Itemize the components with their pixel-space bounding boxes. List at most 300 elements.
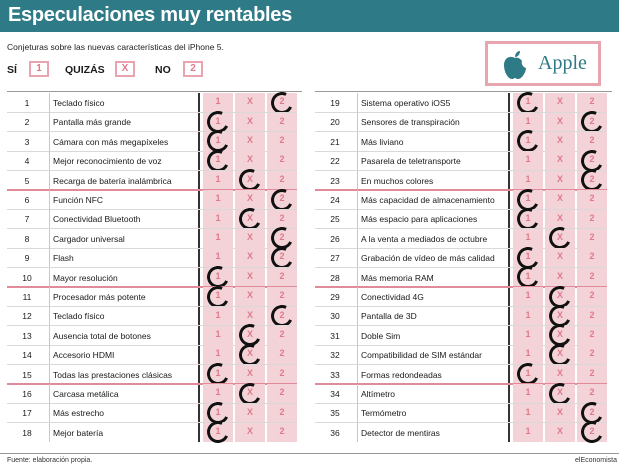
cell-separator xyxy=(49,423,50,442)
row-label: Más memoria RAM xyxy=(361,272,434,283)
option-symbol: 2 xyxy=(279,367,285,378)
option-symbol: 1 xyxy=(215,212,221,223)
option-cell xyxy=(235,190,265,209)
table-row xyxy=(7,190,198,209)
option-cell xyxy=(203,384,233,403)
option-symbol: X xyxy=(556,290,563,301)
option-cell xyxy=(267,132,297,151)
row-number: 15 xyxy=(22,369,32,380)
option-symbol: X xyxy=(246,96,253,107)
option-symbol: X xyxy=(246,135,253,145)
row-number: 13 xyxy=(22,330,32,341)
option-symbol: 2 xyxy=(279,290,285,301)
table-row xyxy=(315,403,508,422)
subtitle: Conjeturas sobre las nuevas características del iPhone 5. xyxy=(7,42,224,52)
cell-separator xyxy=(49,209,50,228)
option-symbol: X xyxy=(246,115,253,126)
row-number: 9 xyxy=(24,253,30,264)
option-symbol: X xyxy=(246,251,253,262)
option-cell xyxy=(545,268,575,287)
option-symbol: X xyxy=(556,329,563,339)
option-cell xyxy=(513,307,543,326)
row-label: Mayor resolución xyxy=(53,272,118,283)
option-cell xyxy=(577,268,607,287)
option-cell xyxy=(577,365,607,384)
row-number: 11 xyxy=(22,292,32,302)
option-cell xyxy=(577,229,607,248)
option-symbol: X xyxy=(246,406,253,417)
cell-separator xyxy=(49,151,50,170)
row-number: 14 xyxy=(22,350,32,361)
table-row xyxy=(7,171,198,190)
table-row xyxy=(315,151,508,170)
divider-right xyxy=(315,91,612,92)
option-symbol: X xyxy=(246,309,253,320)
table-row xyxy=(7,268,198,287)
option-symbol: X xyxy=(246,270,253,281)
cell-separator xyxy=(357,326,358,345)
option-symbol: X xyxy=(556,367,563,378)
row-label: Termómetro xyxy=(361,408,407,419)
legend-box-no: 2 xyxy=(183,61,203,77)
option-symbol: X xyxy=(556,309,563,320)
option-symbol: 2 xyxy=(589,115,595,126)
option-symbol: 2 xyxy=(589,309,595,320)
row-label: En muchos colores xyxy=(361,175,434,186)
option-symbol: 1 xyxy=(525,96,531,107)
row-number: 6 xyxy=(24,195,30,205)
option-cell xyxy=(513,287,543,306)
legend-label-no: NO xyxy=(155,64,171,76)
table-row xyxy=(7,326,198,345)
option-symbol: 2 xyxy=(589,387,595,398)
option-symbol: 1 xyxy=(215,290,221,301)
option-cell xyxy=(513,171,543,190)
row-number: 34 xyxy=(330,389,340,399)
row-number: 2 xyxy=(24,117,30,128)
option-symbol: 2 xyxy=(279,309,285,320)
row-number: 32 xyxy=(330,350,340,361)
option-cell xyxy=(203,171,233,190)
table-row xyxy=(315,268,508,287)
row-number: 23 xyxy=(330,175,340,186)
title-bar xyxy=(0,0,619,32)
option-cell xyxy=(203,229,233,248)
option-cell xyxy=(203,248,233,267)
option-cell xyxy=(577,384,607,403)
option-symbol: X xyxy=(246,193,253,204)
row-number: 12 xyxy=(22,311,32,322)
row-number: 8 xyxy=(24,233,30,244)
row-label: Mejor reconocimiento de voz xyxy=(53,156,162,167)
cell-separator xyxy=(49,365,50,384)
option-symbol: 2 xyxy=(589,135,595,145)
option-cell xyxy=(545,404,575,423)
table-row xyxy=(7,365,198,384)
table-row xyxy=(315,112,508,131)
option-symbol: 2 xyxy=(279,135,285,145)
option-symbol: 2 xyxy=(589,329,595,339)
apple-logo-icon xyxy=(502,50,528,80)
table-row xyxy=(315,423,508,442)
table-row xyxy=(315,248,508,267)
row-label: Accesorio HDMI xyxy=(53,350,115,361)
row-number: 35 xyxy=(330,408,340,419)
option-cell xyxy=(267,171,297,190)
row-number: 22 xyxy=(330,156,340,167)
table-row xyxy=(7,403,198,422)
option-cell xyxy=(235,93,265,112)
option-symbol: 2 xyxy=(589,232,595,242)
option-symbol: X xyxy=(556,426,563,436)
cell-separator xyxy=(49,326,50,345)
table-row xyxy=(7,423,198,442)
footer-divider xyxy=(0,453,619,454)
table-row xyxy=(7,151,198,170)
option-cell xyxy=(545,93,575,112)
table-row xyxy=(7,209,198,228)
option-symbol: X xyxy=(556,135,563,145)
option-symbol: 2 xyxy=(589,348,595,359)
option-cell xyxy=(267,404,297,423)
option-symbol: 1 xyxy=(525,387,531,398)
option-symbol: 1 xyxy=(215,406,221,417)
row-label: Pantalla más grande xyxy=(53,117,131,128)
option-symbol: X xyxy=(246,173,253,184)
row-label: Pasarela de teletransporte xyxy=(361,156,461,167)
option-symbol: 1 xyxy=(525,348,531,359)
row-number: 5 xyxy=(24,175,30,186)
row-label: Formas redondeadas xyxy=(361,369,442,380)
row-number: 27 xyxy=(330,253,340,264)
row-label: Pantalla de 3D xyxy=(361,311,417,322)
option-cell xyxy=(203,345,233,364)
option-symbol: 2 xyxy=(279,193,285,204)
cell-separator xyxy=(49,268,50,287)
option-cell xyxy=(513,404,543,423)
features-table-left xyxy=(7,93,302,443)
option-symbol: X xyxy=(556,232,563,242)
row-label: Procesador más potente xyxy=(53,292,146,302)
divider-left xyxy=(7,91,302,92)
table-row xyxy=(315,190,508,209)
cell-separator xyxy=(357,93,358,112)
table-row xyxy=(7,384,198,403)
option-symbol: X xyxy=(556,406,563,417)
cell-separator xyxy=(49,229,50,248)
option-cell xyxy=(235,404,265,423)
option-symbol: 2 xyxy=(589,290,595,301)
option-cell xyxy=(235,229,265,248)
option-cell xyxy=(577,132,607,151)
option-symbol: X xyxy=(246,426,253,436)
option-symbol: X xyxy=(556,387,563,398)
option-symbol: X xyxy=(556,348,563,359)
row-label: Ausencia total de botones xyxy=(53,330,151,341)
option-cell xyxy=(203,190,233,209)
table-row xyxy=(315,345,508,364)
option-symbol: 1 xyxy=(215,367,221,378)
option-symbol: 2 xyxy=(279,232,285,242)
row-number: 28 xyxy=(330,272,340,283)
option-symbol: 2 xyxy=(589,96,595,107)
option-symbol: 1 xyxy=(215,309,221,320)
option-cell xyxy=(545,171,575,190)
apple-name: Apple xyxy=(538,52,587,74)
cell-separator xyxy=(49,384,50,403)
table-row xyxy=(315,326,508,345)
cell-separator xyxy=(49,248,50,267)
table-row xyxy=(315,93,508,112)
option-symbol: X xyxy=(556,212,563,223)
option-cell xyxy=(545,248,575,267)
option-cell xyxy=(513,229,543,248)
row-label: Flash xyxy=(53,253,74,264)
option-symbol: 1 xyxy=(525,232,531,242)
option-symbol: X xyxy=(246,290,253,301)
option-symbol: 1 xyxy=(525,154,531,165)
option-cell xyxy=(577,248,607,267)
option-symbol: 2 xyxy=(589,212,595,223)
option-cell xyxy=(513,326,543,345)
cell-separator xyxy=(49,132,50,151)
option-symbol: X xyxy=(246,232,253,242)
cell-separator xyxy=(49,345,50,364)
option-cell xyxy=(267,384,297,403)
table-row xyxy=(315,365,508,384)
option-cell xyxy=(577,326,607,345)
option-symbol: 2 xyxy=(279,426,285,436)
option-cell xyxy=(203,307,233,326)
option-symbol: 2 xyxy=(589,251,595,262)
row-label: Cargador universal xyxy=(53,233,125,244)
row-number: 29 xyxy=(330,292,340,302)
table-row xyxy=(7,345,198,364)
option-symbol: 2 xyxy=(279,212,285,223)
option-cell xyxy=(235,151,265,170)
cell-separator xyxy=(357,229,358,248)
option-symbol: 1 xyxy=(215,270,221,281)
option-symbol: 1 xyxy=(525,193,531,204)
option-symbol: 1 xyxy=(215,193,221,204)
cell-separator xyxy=(357,190,358,209)
option-symbol: 1 xyxy=(215,135,221,145)
option-symbol: X xyxy=(246,154,253,165)
option-symbol: 1 xyxy=(525,290,531,301)
page-title: Especulaciones muy rentables xyxy=(8,4,292,26)
option-cell xyxy=(513,384,543,403)
option-cell xyxy=(203,93,233,112)
option-symbol: X xyxy=(556,193,563,204)
option-symbol: 1 xyxy=(525,406,531,417)
table-row xyxy=(315,229,508,248)
legend-label-quizas: QUIZÁS xyxy=(65,64,105,76)
table-row xyxy=(7,287,198,306)
option-cell xyxy=(577,287,607,306)
source-note: Fuente: elaboración propia. xyxy=(7,457,93,464)
row-label: A la venta a mediados de octubre xyxy=(361,233,488,244)
legend-label-si: SÍ xyxy=(7,64,17,76)
cell-separator xyxy=(357,365,358,384)
option-symbol: 1 xyxy=(215,173,221,184)
option-symbol: 1 xyxy=(215,387,221,398)
row-label: Altímetro xyxy=(361,389,396,399)
option-cell xyxy=(545,365,575,384)
cell-separator xyxy=(357,248,358,267)
cell-separator xyxy=(49,403,50,422)
table-row xyxy=(315,209,508,228)
option-cell xyxy=(267,268,297,287)
row-number: 1 xyxy=(24,98,30,108)
row-label: Conectividad Bluetooth xyxy=(53,214,141,225)
option-cell xyxy=(267,326,297,345)
cell-separator xyxy=(49,287,50,306)
row-number: 10 xyxy=(22,272,32,283)
option-symbol: 1 xyxy=(215,232,221,242)
option-cell xyxy=(235,132,265,151)
option-symbol: 2 xyxy=(589,406,595,417)
option-symbol: 2 xyxy=(279,406,285,417)
option-cell xyxy=(235,268,265,287)
option-symbol: 2 xyxy=(279,270,285,281)
row-number: 17 xyxy=(22,408,32,419)
option-symbol: X xyxy=(556,251,563,262)
table-row xyxy=(7,248,198,267)
option-cell xyxy=(577,190,607,209)
cell-separator xyxy=(49,306,50,325)
option-symbol: X xyxy=(246,367,253,378)
option-symbol: 2 xyxy=(279,115,285,126)
option-symbol: 2 xyxy=(589,154,595,165)
option-symbol: 2 xyxy=(279,96,285,107)
cell-separator xyxy=(49,93,50,112)
option-symbol: 2 xyxy=(589,426,595,436)
option-symbol: 2 xyxy=(589,193,595,204)
option-cell xyxy=(545,190,575,209)
option-symbol: X xyxy=(556,154,563,165)
row-label: Sensores de transpiración xyxy=(361,117,460,128)
row-label: Detector de mentiras xyxy=(361,427,440,438)
option-symbol: 2 xyxy=(589,367,595,378)
cell-separator xyxy=(357,171,358,190)
row-label: Conectividad 4G xyxy=(361,292,424,302)
option-symbol: 1 xyxy=(215,115,221,126)
row-label: Más liviano xyxy=(361,136,404,147)
row-number: 4 xyxy=(24,156,30,167)
option-cell xyxy=(203,210,233,229)
table-row xyxy=(315,306,508,325)
option-cell xyxy=(513,423,543,442)
option-symbol: 1 xyxy=(215,348,221,359)
option-cell xyxy=(267,365,297,384)
cell-separator xyxy=(357,403,358,422)
cell-separator xyxy=(357,268,358,287)
option-cell xyxy=(513,345,543,364)
row-number: 30 xyxy=(330,311,340,322)
row-number: 24 xyxy=(330,195,340,205)
row-number: 3 xyxy=(24,136,30,147)
option-symbol: X xyxy=(246,329,253,339)
option-symbol: 1 xyxy=(525,270,531,281)
row-label: Más capacidad de almacenamiento xyxy=(361,195,495,205)
cell-separator xyxy=(49,171,50,190)
row-number: 20 xyxy=(330,117,340,128)
cell-separator xyxy=(357,151,358,170)
row-label: Más estrecho xyxy=(53,408,105,419)
row-number: 31 xyxy=(330,330,340,341)
option-cell xyxy=(267,113,297,132)
row-label: Compatibilidad de SIM estándar xyxy=(361,350,482,361)
table-row xyxy=(7,132,198,151)
option-symbol: 2 xyxy=(279,154,285,165)
row-label: Mejor batería xyxy=(53,427,104,438)
table-row xyxy=(7,93,198,112)
option-cell xyxy=(577,345,607,364)
cell-separator xyxy=(49,190,50,209)
apple-brand-box xyxy=(485,41,601,86)
option-symbol: X xyxy=(556,115,563,126)
option-symbol: 1 xyxy=(525,135,531,145)
option-symbol: 1 xyxy=(215,251,221,262)
option-symbol: X xyxy=(556,270,563,281)
table-row xyxy=(315,384,508,403)
row-number: 19 xyxy=(330,98,340,108)
option-symbol: 1 xyxy=(525,426,531,436)
cell-separator xyxy=(357,384,358,403)
row-label: Grabación de vídeo de más calidad xyxy=(361,253,495,264)
cell-separator xyxy=(357,287,358,306)
option-cell xyxy=(267,423,297,442)
row-label: Todas las prestaciones clásicas xyxy=(53,369,173,380)
row-label: Más espacio para aplicaciones xyxy=(361,214,478,225)
cell-separator xyxy=(357,423,358,442)
row-label: Carcasa metálica xyxy=(53,389,119,399)
option-cell xyxy=(203,326,233,345)
option-symbol: 2 xyxy=(279,348,285,359)
table-row xyxy=(7,229,198,248)
option-cell xyxy=(267,151,297,170)
option-cell xyxy=(235,365,265,384)
row-label: Cámara con más megapíxeles xyxy=(53,136,169,147)
cell-separator xyxy=(357,345,358,364)
option-cell xyxy=(235,423,265,442)
option-symbol: 1 xyxy=(525,329,531,339)
row-number: 7 xyxy=(24,214,30,225)
option-symbol: X xyxy=(246,348,253,359)
cell-separator xyxy=(357,112,358,131)
table-row xyxy=(315,287,508,306)
option-cell xyxy=(513,151,543,170)
option-symbol: 1 xyxy=(215,426,221,436)
legend xyxy=(7,61,217,79)
row-number: 26 xyxy=(330,233,340,244)
option-symbol: 1 xyxy=(525,173,531,184)
cell-separator xyxy=(357,132,358,151)
option-symbol: X xyxy=(556,173,563,184)
row-number: 21 xyxy=(330,136,340,147)
option-symbol: 2 xyxy=(279,173,285,184)
row-label: Función NFC xyxy=(53,195,104,205)
option-cell xyxy=(235,113,265,132)
option-cell xyxy=(577,307,607,326)
option-cell xyxy=(267,345,297,364)
table-row xyxy=(7,306,198,325)
option-cell xyxy=(545,113,575,132)
option-symbol: 1 xyxy=(525,212,531,223)
option-cell xyxy=(577,210,607,229)
row-number: 36 xyxy=(330,427,340,438)
cell-separator xyxy=(49,112,50,131)
